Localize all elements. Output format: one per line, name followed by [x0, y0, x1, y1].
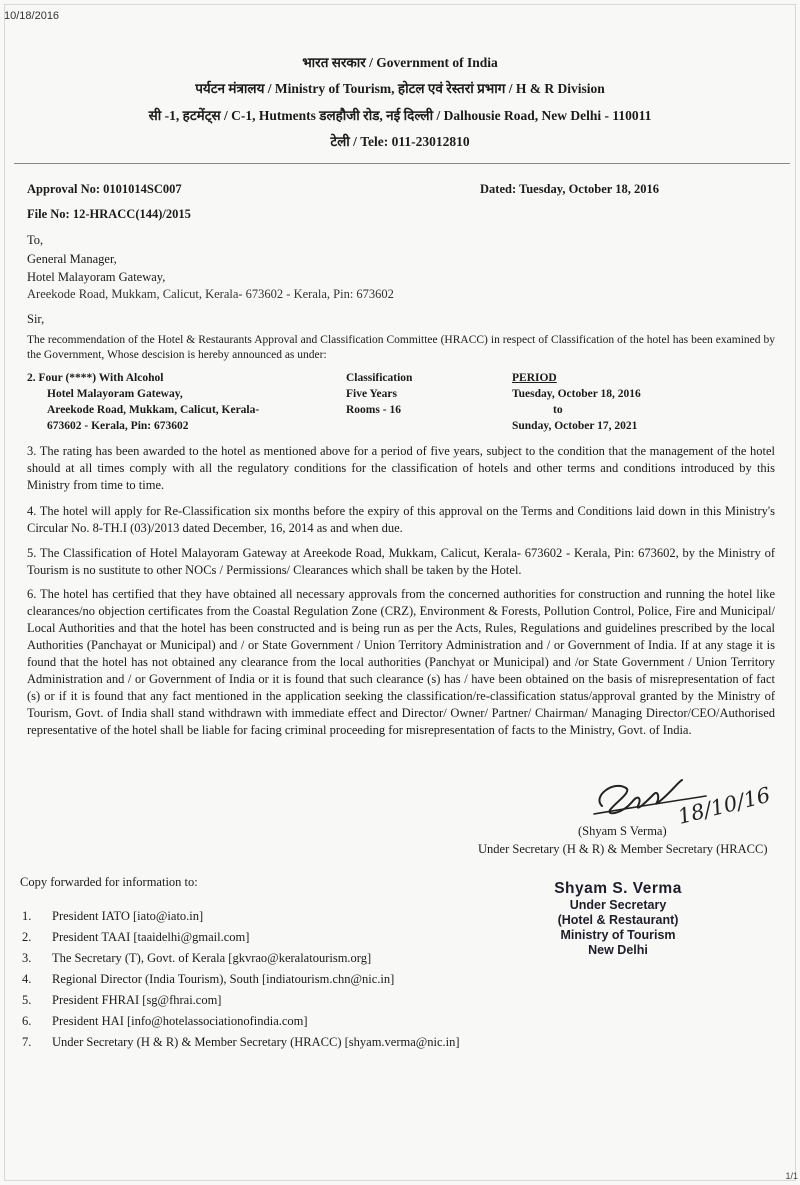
official-stamp	[518, 880, 718, 958]
recipient-to: To,	[27, 233, 44, 247]
header-line-telephone: टेली / Tele: 011-23012810	[330, 134, 470, 149]
list-item: 5. President FHRAI [sg@fhrai.com]	[22, 993, 222, 1007]
paragraph-intro: The recommendation of the Hotel & Restaurants Approval and Classification Committee (HRACC) in respect of Classification of the hotel has been examined by the Government, Whose descision is hereby announced as under:	[27, 334, 775, 361]
recipient-hotel: Hotel Malayoram Gateway,	[27, 270, 166, 284]
page-number: 1/1	[785, 1171, 798, 1181]
recipient-address: Areekode Road, Mukkam, Calicut, Kerala- 673602 - Kerala, Pin: 673602	[27, 287, 394, 301]
recipient-title: General Manager,	[27, 252, 117, 266]
list-item: 7. Under Secretary (H & R) & Member Secretary (HRACC) [shyam.verma@nic.in]	[22, 1035, 460, 1049]
classification-hotel-pin: 673602 - Kerala, Pin: 673602	[47, 420, 189, 432]
signature-date: 18/10/16	[675, 782, 773, 829]
period-start: Tuesday, October 18, 2016	[512, 388, 641, 400]
header-line-address: सी -1, हटमेंट्स / C-1, Hutments डलहौजी रोड, नई दिल्ली / Dalhousie Road, New Delhi - 110011	[148, 108, 652, 123]
classification-duration: Five Years	[346, 388, 397, 400]
period-heading: PERIOD	[512, 372, 557, 384]
list-item: 2. President TAAI [taaidelhi@gmail.com]	[22, 930, 250, 944]
header-divider	[14, 163, 790, 164]
print-date: 10/18/2016	[4, 10, 60, 22]
list-item: 6. President HAI [info@hotelassociationofindia.com]	[22, 1014, 308, 1028]
paragraph-4-reclassification: 4. The hotel will apply for Re-Classification six months before the expiry of this approval on the Terms and Conditions laid down in this Ministry's Circular No. 8-TH.I (03)/2013 dated December, 16, 2014 as and when due.	[27, 504, 775, 535]
paragraph-6-certification: 6. The hotel has certified that they have obtained all necessary approvals from the concerned authorities for construction and running the hotel like clearances/no objection certificates from the Coastal Regulation Zone (CRZ), Environment & Forests, Pollution Control, Police, Fire and Municipal/ Local Authorities and that the hotel has been constructed and is being run as per the Acts, Rules, Regulations and guidelines prescribed by the local Authorities (Panchayat or Municipal) and / or State Government / Union Territory Administration and / or Government of India. If at any stage it is found that the hotel has not obtained any clearance from the local authorities (Panchyat or Municipal) and /or State Government / Union Territory Administration and / or Government of India or it is found that such clearance (s) has / have been obtained on the basis of misrepresentation of fact (s) or if it is found that any fact mentioned in the application seeking the classification/re-classification status/approval granted by the Ministry of Tourism, Govt. of India shall stand withdrawn with immediate effect and Director/ Owner/ Partner/ Chairman/ Managing Director/CEO/Authorised representative of the hotel shall be liable for facing criminal proceeding for misrepresentation of facts to the Ministry, Govt. of India.	[27, 587, 775, 737]
stamp-name: Shyam S. Verma	[554, 880, 682, 897]
list-item: 4. Regional Director (India Tourism), South [indiatourism.chn@nic.in]	[22, 972, 395, 986]
classification-rooms: Rooms - 16	[346, 404, 401, 416]
stamp-line-city: New Delhi	[588, 943, 648, 957]
handwritten-signature	[588, 772, 788, 830]
classification-hotel-address: Areekode Road, Mukkam, Calicut, Kerala-	[47, 404, 260, 416]
classification-category: 2. Four (****) With Alcohol	[27, 372, 164, 384]
stamp-line-designation: Under Secretary	[569, 898, 667, 912]
approval-number: Approval No: 0101014SC007	[27, 182, 182, 196]
stamp-line-ministry: Ministry of Tourism	[560, 928, 676, 942]
salutation: Sir,	[27, 312, 45, 326]
copy-forwarded-heading: Copy forwarded for information to:	[20, 875, 198, 889]
paragraph-3-rating: 3. The rating has been awarded to the hotel as mentioned above for a period of five years, subject to the condition that the management of the hotel should at all times comply with all the regulatory conditions for the classification of hotels and other terms and conditions introduced by this Ministry from time to time.	[27, 444, 775, 492]
list-item: 1. President IATO [iato@iato.in]	[22, 909, 204, 923]
header-line-government: भारत सरकार / Government of India	[302, 55, 498, 70]
signatory-designation: Under Secretary (H & R) & Member Secretary (HRACC)	[478, 842, 768, 856]
period-to: to	[553, 404, 563, 416]
file-number: File No: 12-HRACC(144)/2015	[27, 207, 191, 221]
classification-label: Classification	[346, 372, 413, 384]
period-end: Sunday, October 17, 2021	[512, 420, 638, 432]
paragraph-5-nocs: 5. The Classification of Hotel Malayoram Gateway at Areekode Road, Mukkam, Calicut, Kerala- 673602 - Kerala, Pin: 673602, by the Ministry of Tourism is no sustitute to other NOCs / Permissions/ Clearances which shall be taken by the Hotel.	[27, 546, 775, 577]
signatory-name: (Shyam S Verma)	[578, 824, 667, 838]
letter-date: Dated: Tuesday, October 18, 2016	[480, 182, 659, 196]
stamp-line-division: (Hotel & Restaurant)	[557, 913, 679, 927]
header-line-ministry: पर्यटन मंत्रालय / Ministry of Tourism, होटल एवं रेस्तरां प्रभाग / H & R Division	[195, 81, 605, 96]
list-item: 3. The Secretary (T), Govt. of Kerala [gkvrao@keralatourism.org]	[22, 951, 372, 965]
classification-hotel-name: Hotel Malayoram Gateway,	[47, 388, 183, 400]
